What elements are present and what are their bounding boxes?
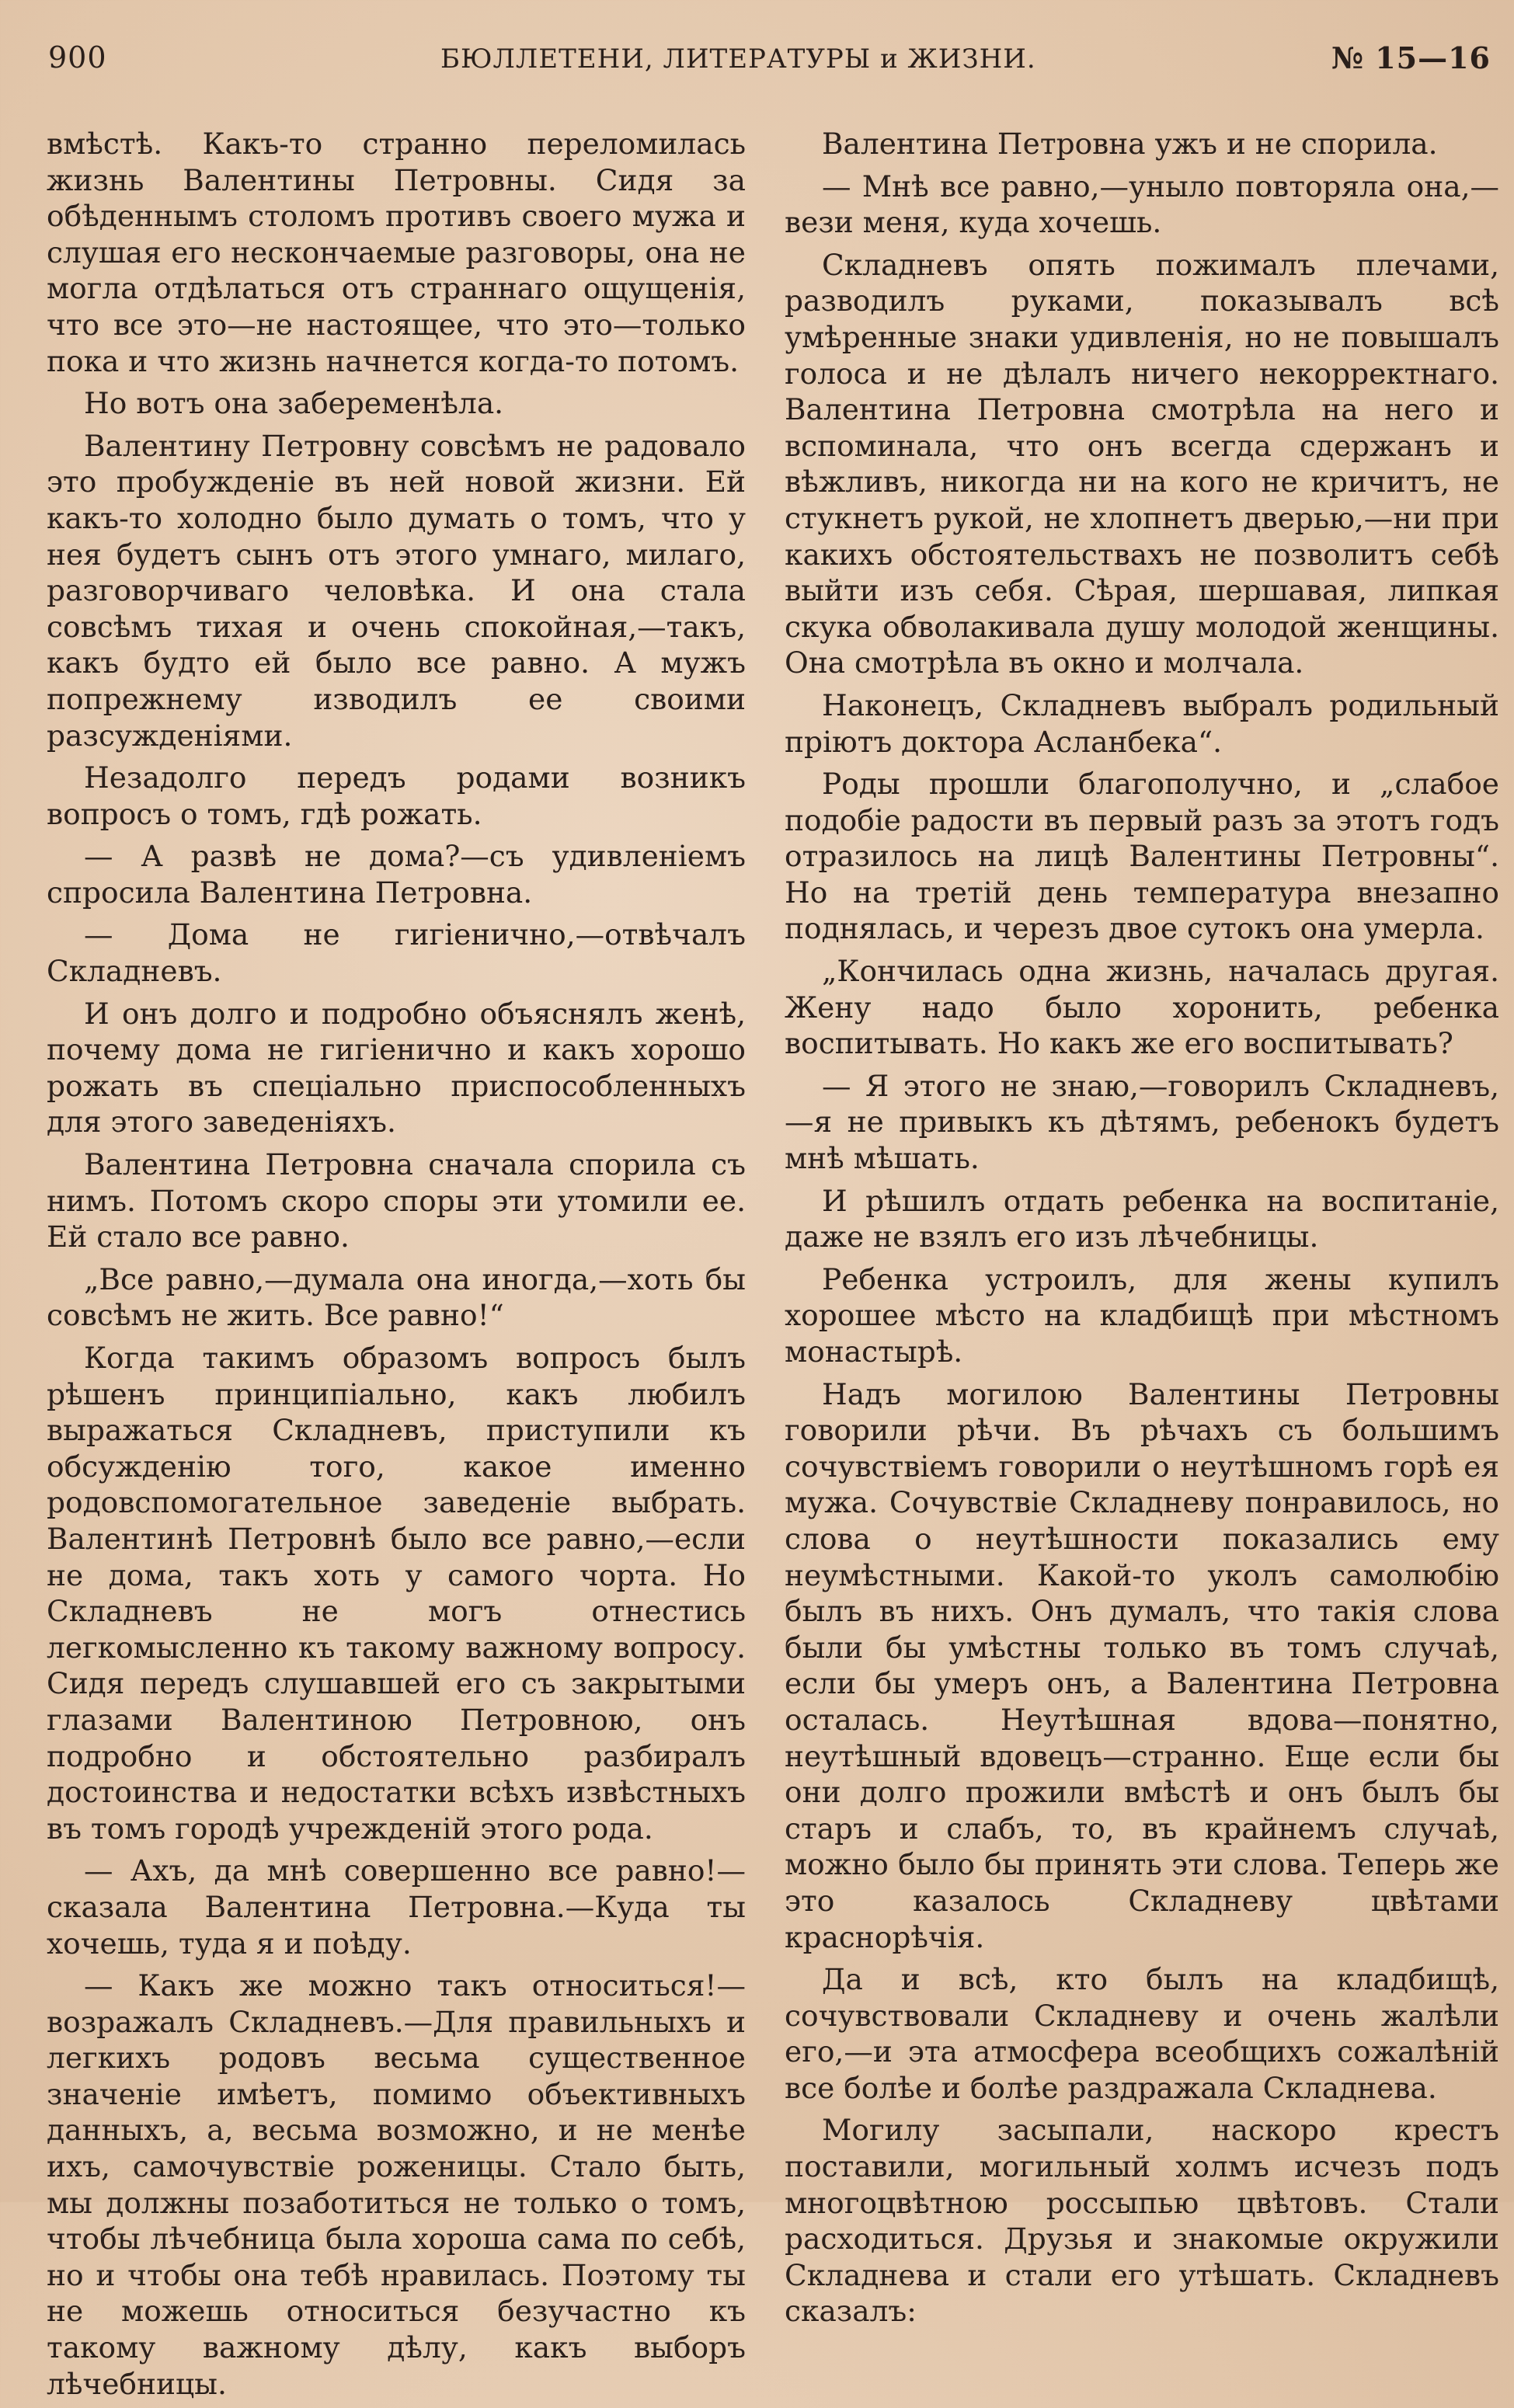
paragraph: вмѣстѣ. Какъ-то странно переломилась жизнь Валентины Петровны. Сидя за обѣденнымъ столомъ противъ своего мужа и слушая его нескончаемые разговоры, она не могла отдѣлаться отъ страннаго ощущенія, что все это—не настоящее, что это—только пока и что жизнь начнется когда-то потомъ. [47,127,746,378]
paragraph: И рѣшилъ отдать ребенка на воспитаніе, даже не взялъ его изъ лѣчебницы. [785,1183,1499,1254]
paragraph: Роды прошли благополучно, и „слабое подобіе радости въ первый разъ за этотъ годъ отразилось на лицѣ Валентины Петровны“. Но на третій день температура внезапно поднялась, и черезъ двое сутокъ она умерла. [785,767,1499,946]
paragraph: — Я этого не знаю,—говорилъ Складневъ,—я не привыкъ къ дѣтямъ, ребенокъ будетъ мнѣ мѣшать. [785,1068,1499,1176]
paragraph: Валентина Петровна сначала спорила съ нимъ. Потомъ скоро споры эти утомили ее. Ей стало все равно. [47,1147,746,1254]
paragraph: — Ахъ, да мнѣ совершенно все равно!—сказала Валентина Петровна.—Куда ты хочешь, туда я и поѣду. [47,1853,746,1961]
paragraph: — Дома не гигіенично,—отвѣчалъ Складневъ. [47,917,746,989]
running-title: БЮЛЛЕТЕНИ, ЛИТЕРАТУРЫ и ЖИЗНИ. [440,43,1036,75]
paragraph: — Какъ же можно такъ относиться!—возражалъ Складневъ.—Для правильныхъ и легкихъ родовъ весьма существенное значеніе имѣетъ, помимо объективныхъ данныхъ, а, весьма возможно, и не менѣе ихъ, самочувствіе роженицы. Стало быть, мы должны позаботиться не только о томъ, чтобы лѣчебница была хороша сама по себѣ, но и чтобы она тебѣ нравилась. Поэтому ты не можешь относиться безучастно къ такому важному дѣлу, какъ выборъ лѣчебницы. [47,1968,746,2401]
text-column-right [785,126,1499,2336]
text-column-left [47,126,746,2408]
page-number: 900 [48,40,107,75]
paragraph: — А развѣ не дома?—съ удивленіемъ спросила Валентина Петровна. [47,839,746,910]
paragraph: Могилу засыпали, наскоро крестъ поставили, могильный холмъ исчезъ подъ многоцвѣтною россыпью цвѣтовъ. Стали расходиться. Друзья и знакомые окружили Складнева и стали его утѣшать. Складневъ сказалъ: [785,2113,1499,2329]
paragraph: Складневъ опять пожималъ плечами, разводилъ руками, показывалъ всѣ умѣренные знаки удивленія, но не повышалъ голоса и не дѣлалъ ничего некорректнаго. Валентина Петровна смотрѣла на него и вспоминала, что онъ всегда сдержанъ и вѣжливъ, никогда ни на кого не кричитъ, не стукнетъ рукой, не хлопнетъ дверью,—ни при какихъ обстоятельствахъ не позволитъ себѣ выйти изъ себя. Сѣрая, шершавая, липкая скука обволакивала душу молодой женщины. Она смотрѣла въ окно и молчала. [785,247,1499,680]
paragraph: Валентину Петровну совсѣмъ не радовало это пробужденіе въ ней новой жизни. Ей какъ-то холодно было думать о томъ, что у нея будетъ сынъ отъ этого умнаго, милаго, разговорчиваго человѣка. И она стала совсѣмъ тихая и очень спокойная,—такъ, какъ будто ей было все равно. А мужъ попрежнему изводилъ ее своими разсужденіями. [47,428,746,753]
paragraph: Да и всѣ, кто былъ на кладбищѣ, сочувствовали Складневу и очень жалѣли его,—и эта атмосфера всеобщихъ сожалѣній все болѣе и болѣе раздражала Складнева. [785,1962,1499,2105]
paragraph: Когда такимъ образомъ вопросъ былъ рѣшенъ принципіально, какъ любилъ выражаться Складневъ, приступили къ обсужденію того, какое именно родовспомогательное заведеніе выбрать. Валентинѣ Петровнѣ было все равно,—если не дома, такъ хоть у самого чорта. Но Складневъ не могъ отнестись легкомысленно къ такому важному вопросу. Сидя передъ слушавшей его съ закрытыми глазами Валентиною Петровною, онъ подробно и обстоятельно разбиралъ достоинства и недостатки всѣхъ извѣстныхъ въ томъ городѣ учрежденій этого рода. [47,1341,746,1846]
paragraph: — Мнѣ все равно,—уныло повторяла она,—вези меня, куда хочешь. [785,169,1499,240]
page-header [48,40,1491,87]
paragraph: Но вотъ она забеременѣла. [84,386,504,421]
paragraph: Ребенка устроилъ, для жены купилъ хорошее мѣсто на кладбищѣ при мѣстномъ монастырѣ. [785,1261,1499,1369]
paragraph: „Все равно,—думала она иногда,—хоть бы совсѣмъ не жить. Все равно!“ [47,1261,746,1333]
issue-number: № 15—16 [1331,40,1491,75]
paragraph: Незадолго передъ родами возникъ вопросъ о томъ, гдѣ рожать. [47,760,746,831]
paragraph: Валентина Петровна ужъ и не спорила. [822,127,1438,161]
paragraph: И онъ долго и подробно объяснялъ женѣ, почему дома не гигіенично и какъ хорошо рожать въ спеціально приспособленныхъ для этого заведеніяхъ. [47,996,746,1140]
paragraph: „Кончилась одна жизнь, началась другая. Жену надо было хоронить, ребенка воспитывать. Но какъ же его воспитывать? [785,954,1499,1061]
paragraph: Надъ могилою Валентины Петровны говорили рѣчи. Въ рѣчахъ съ большимъ сочувствіемъ говорили о неутѣшномъ горѣ ея мужа. Сочувствіе Складневу понравилось, но слова о неутѣшности показались ему неумѣстными. Какой-то уколъ самолюбію былъ въ нихъ. Онъ думалъ, что такія слова были бы умѣстны только въ томъ случаѣ, если бы умеръ онъ, а Валентина Петровна осталась. Неутѣшная вдова—понятно, неутѣшный вдовецъ—странно. Еще если бы они долго прожили вмѣстѣ и онъ былъ бы старъ и слабъ, то, въ крайнемъ случаѣ, можно было бы принять эти слова. Теперь же это казалось Складневу цвѣтами краснорѣчія. [785,1376,1499,1954]
paragraph: Наконецъ, Складневъ выбралъ родильный пріютъ доктора Асланбека“. [785,687,1499,759]
